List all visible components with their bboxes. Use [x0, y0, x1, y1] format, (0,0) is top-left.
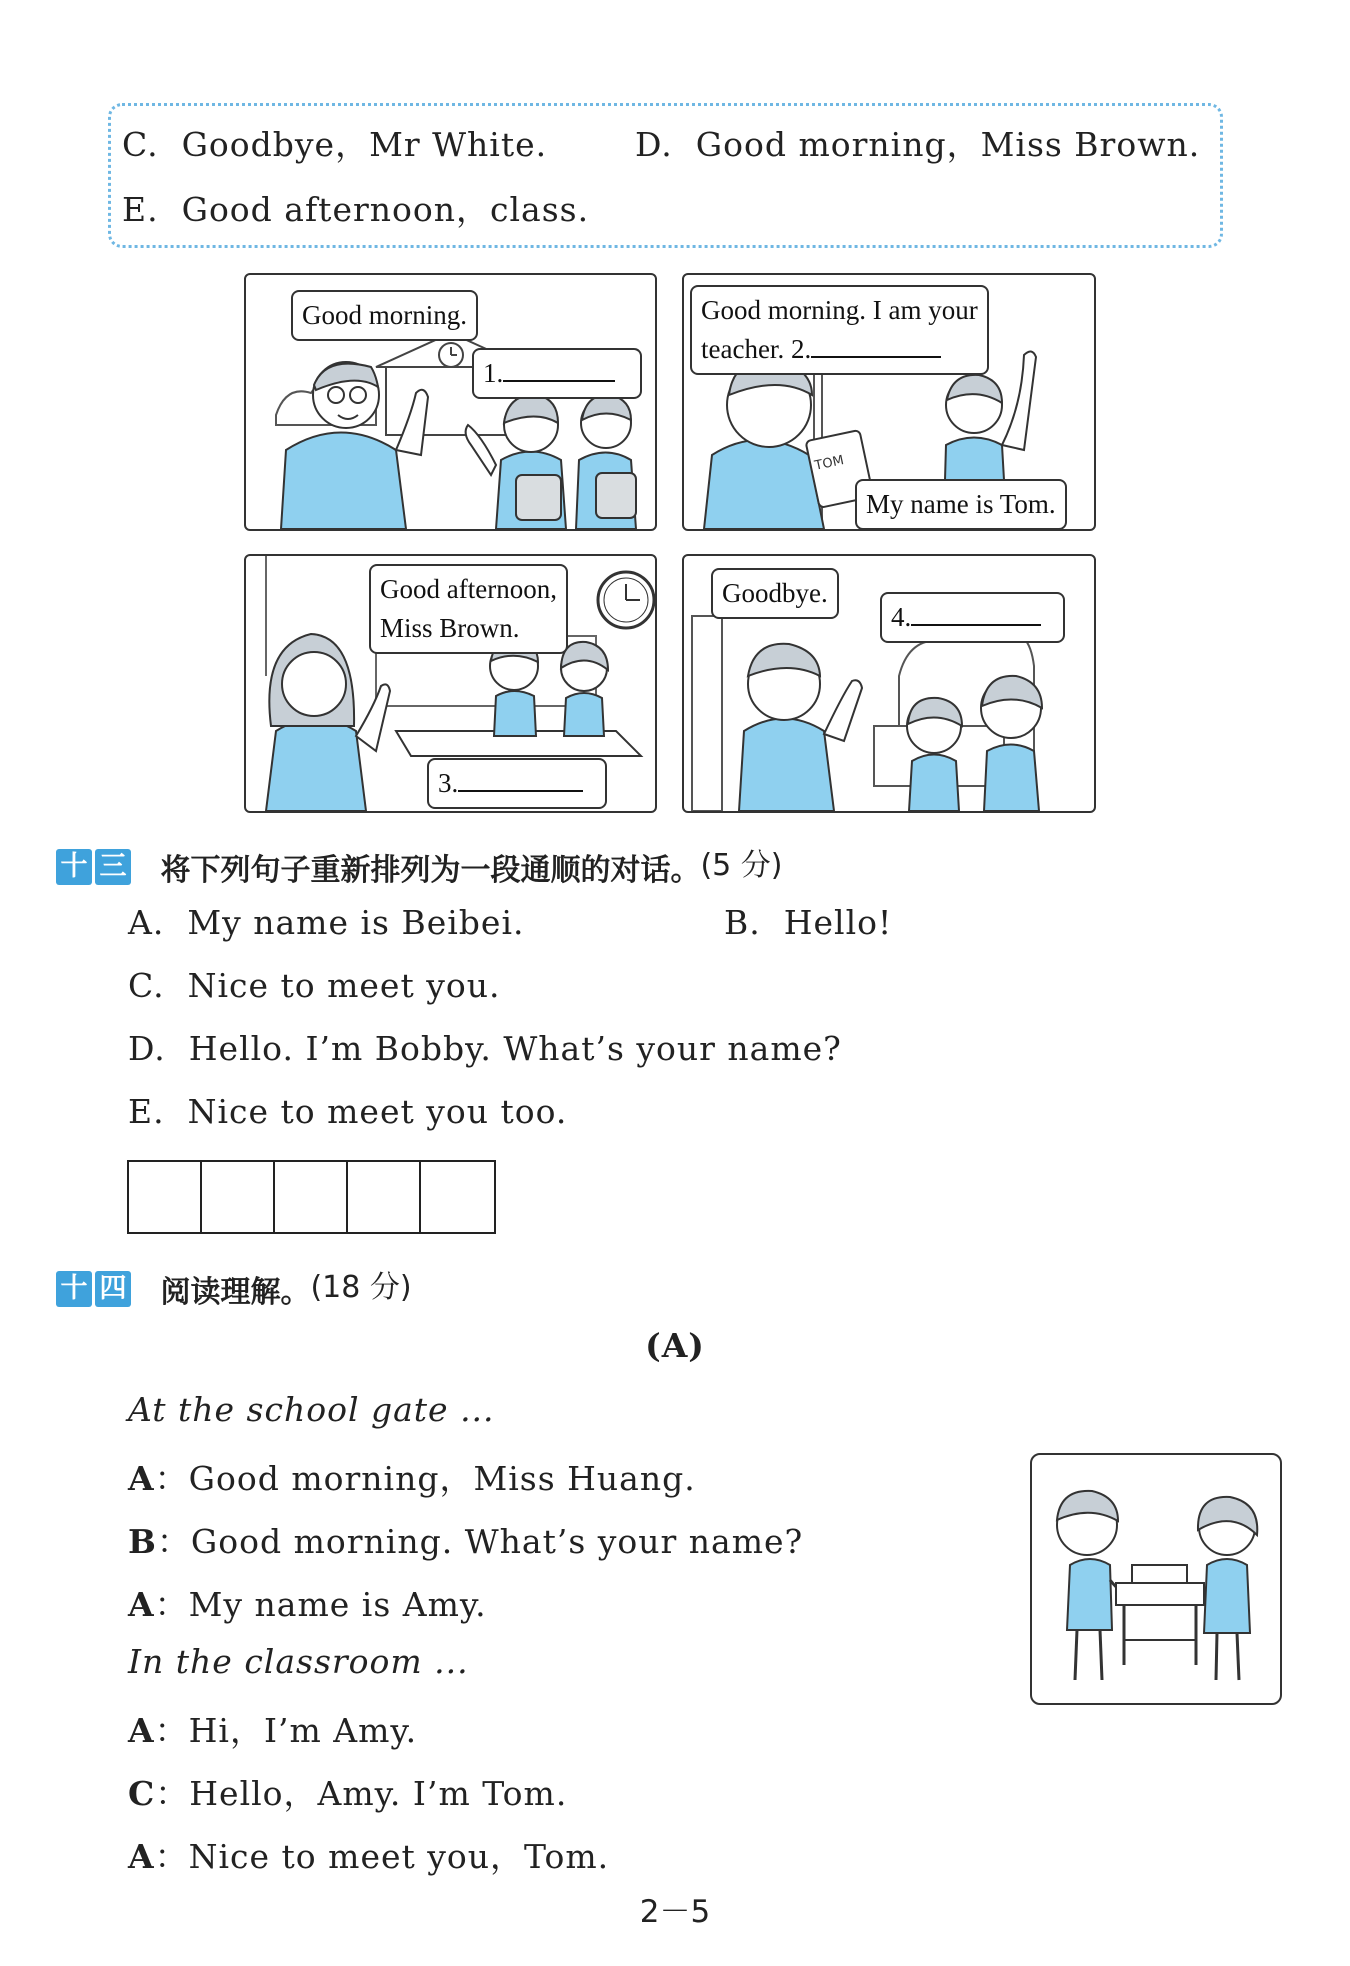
section-13-header: [56, 840, 782, 889]
answer-blank-1[interactable]: [503, 356, 615, 382]
comic-panel-1: [244, 273, 657, 531]
scene-label: In the classroom ...: [128, 1642, 469, 1681]
comic-panel-4: [682, 554, 1096, 813]
speech-bubble: Good morning.: [291, 290, 478, 341]
option-e: E. Good afternoon，class.: [122, 190, 590, 229]
dialogue-line-3: A：My name is Amy.: [128, 1585, 487, 1624]
dialogue-line-2: B：Good morning. What’s your name?: [128, 1522, 804, 1561]
section-title: 阅读理解。: [160, 1274, 311, 1310]
reading-illustration: [1030, 1453, 1282, 1705]
answer-cell[interactable]: [348, 1162, 421, 1232]
comic-panel-3: [244, 554, 657, 813]
answer-cell[interactable]: [421, 1162, 494, 1232]
reorder-item-e: E. Nice to meet you too.: [128, 1092, 568, 1131]
section-badge: 十: [56, 849, 92, 885]
scene-label: At the school gate ...: [128, 1390, 495, 1429]
option-d: D. Good morning，Miss Brown.: [635, 125, 1201, 164]
answer-blank-3[interactable]: [458, 766, 583, 792]
answer-bubble-4: 4.: [880, 592, 1065, 643]
section-14-header: [56, 1262, 412, 1311]
section-badge: 四: [95, 1271, 131, 1307]
reorder-item-d: D. Hello. I’m Bobby. What’s your name?: [128, 1029, 842, 1068]
answer-sequence-box: [127, 1160, 496, 1234]
teacher-speech-bubble: Good morning. I am your teacher. 2.: [690, 285, 989, 375]
speech-bubble-tom: My name is Tom.: [855, 479, 1067, 530]
students-speech-bubble: Good afternoon, Miss Brown.: [369, 564, 568, 654]
answer-blank-4[interactable]: [911, 600, 1041, 626]
reorder-item-a: A. My name is Beibei.: [128, 903, 525, 942]
dialogue-line-6: A：Nice to meet you，Tom.: [128, 1837, 610, 1876]
comic-panel-2: [682, 273, 1096, 531]
answer-bubble-3: 3.: [427, 758, 607, 809]
two-children-illustration: [1032, 1455, 1280, 1703]
name-card-text: TOM: [813, 452, 846, 474]
dialogue-line-4: A：Hi，I’m Amy.: [128, 1711, 418, 1750]
dialogue-line-5: C：Hello，Amy. I’m Tom.: [128, 1774, 568, 1813]
section-badge: 十: [56, 1271, 92, 1307]
section-score: (5 分): [700, 848, 783, 883]
answer-blank-2[interactable]: [811, 332, 941, 358]
goodbye-speech-bubble: Goodbye.: [711, 568, 839, 619]
page-number: 2－5: [639, 1894, 711, 1930]
answer-cell[interactable]: [129, 1162, 202, 1232]
reorder-item-b: B. Hello!: [724, 903, 893, 942]
part-label: (A): [645, 1326, 705, 1365]
section-title: 将下列句子重新排列为一段通顺的对话。: [160, 852, 701, 888]
dialogue-line-1: A：Good morning，Miss Huang.: [128, 1459, 696, 1498]
answer-bubble-1: 1.: [472, 348, 642, 399]
section-score: (18 分): [310, 1270, 412, 1305]
reorder-item-c: C. Nice to meet you.: [128, 966, 501, 1005]
option-c: C. Goodbye，Mr White.: [122, 125, 548, 164]
answer-cell[interactable]: [275, 1162, 348, 1232]
answer-cell[interactable]: [202, 1162, 275, 1232]
section-badge: 三: [95, 849, 131, 885]
